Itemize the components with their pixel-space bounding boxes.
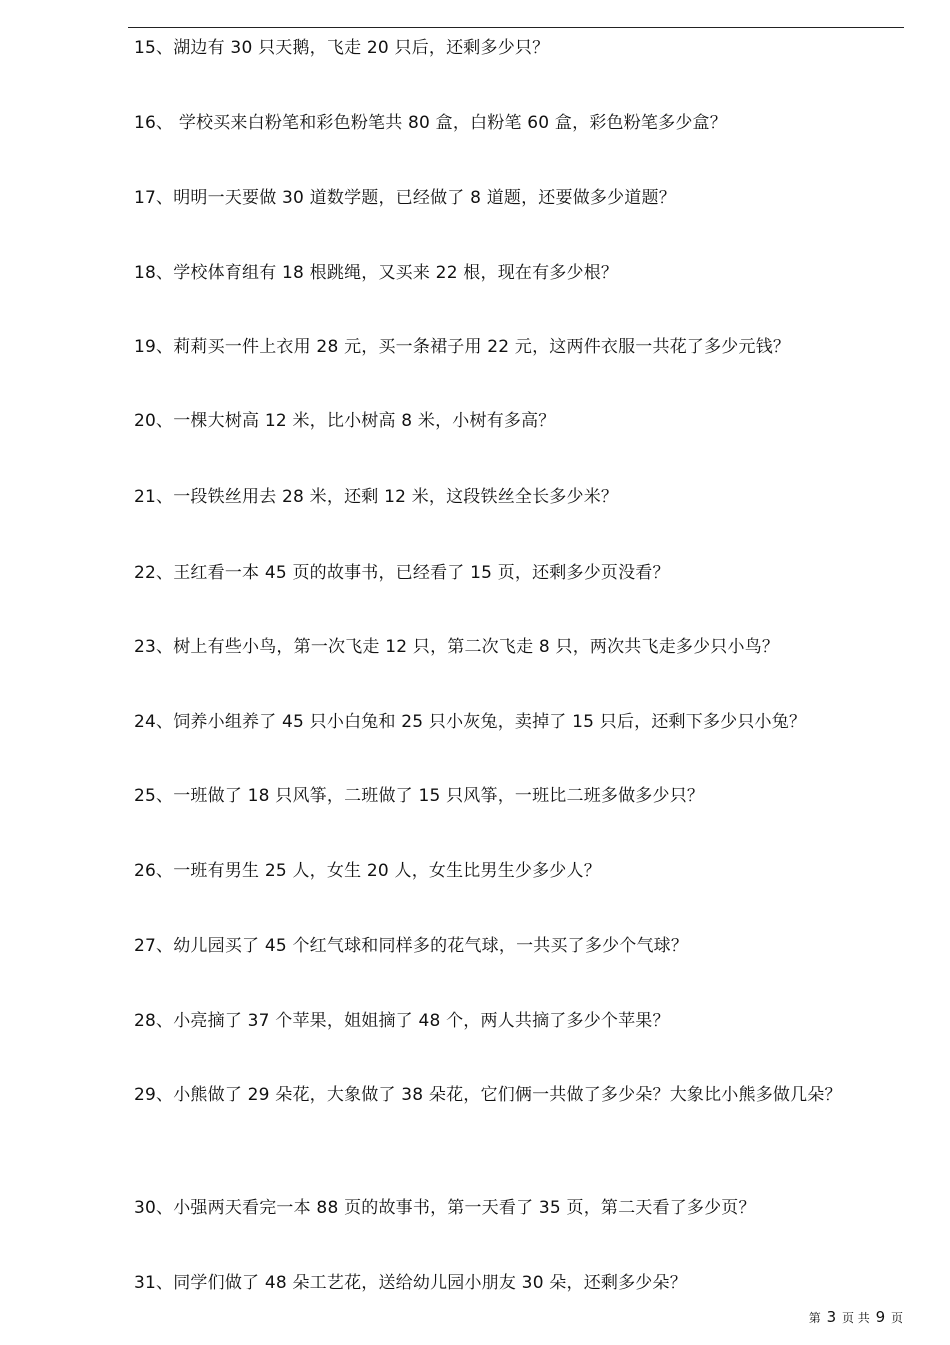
footer-prefix: 第	[808, 1311, 821, 1325]
question-20: 20、一棵大树高 12 米，比小树高 8 米，小树有多高？	[134, 411, 556, 431]
footer-middle: 页 共	[841, 1311, 870, 1325]
question-27: 27、幼儿园买了 45 个红气球和同样多的花气球，一共买了多少个气球？	[134, 936, 689, 956]
question-15: 15、湖边有 30 只天鹅，飞走 20 只后，还剩多少只？	[134, 38, 550, 58]
question-25: 25、一班做了 18 只风筝，二班做了 15 只风筝，一班比二班多做多少只？	[134, 786, 705, 806]
question-17: 17、明明一天要做 30 道数学题，已经做了 8 道题，还要做多少道题？	[134, 188, 676, 208]
page-number-footer	[809, 1309, 903, 1326]
question-30: 30、小强两天看完一本 88 页的故事书，第一天看了 35 页，第二天看了多少页？	[134, 1198, 756, 1218]
question-19: 19、莉莉买一件上衣用 28 元，买一条裙子用 22 元，这两件衣服一共花了多少元钱？	[134, 337, 791, 357]
question-26: 26、一班有男生 25 人，女生 20 人，女生比男生少多少人？	[134, 861, 601, 881]
question-21: 21、一段铁丝用去 28 米，还剩 12 米，这段铁丝全长多少米？	[134, 487, 619, 507]
question-24: 24、饲养小组养了 45 只小白兔和 25 只小灰兔，卖掉了 15 只后，还剩下多少只小兔？	[134, 712, 807, 732]
question-16: 16、 学校买来白粉笔和彩色粉笔共 80 盒，白粉笔 60 盒，彩色粉笔多少盒？	[134, 113, 727, 133]
header-rule	[128, 27, 904, 28]
current-page-number: 3	[826, 1308, 837, 1326]
question-29: 29、小熊做了 29 朵花，大象做了 38 朵花，它们俩一共做了多少朵？大象比小熊多做几朵？	[134, 1085, 842, 1105]
question-22: 22、王红看一本 45 页的故事书，已经看了 15 页，还剩多少页没看？	[134, 563, 670, 583]
question-31: 31、同学们做了 48 朵工艺花，送给幼儿园小朋友 30 朵，还剩多少朵？	[134, 1273, 687, 1293]
footer-suffix: 页	[890, 1311, 903, 1325]
question-18: 18、学校体育组有 18 根跳绳，又买来 22 根，现在有多少根？	[134, 263, 619, 283]
question-28: 28、小亮摘了 37 个苹果，姐姐摘了 48 个，两人共摘了多少个苹果？	[134, 1011, 670, 1031]
question-23: 23、树上有些小鸟，第一次飞走 12 只，第二次飞走 8 只，两次共飞走多少只小鸟？	[134, 637, 780, 657]
total-page-number: 9	[875, 1308, 886, 1326]
